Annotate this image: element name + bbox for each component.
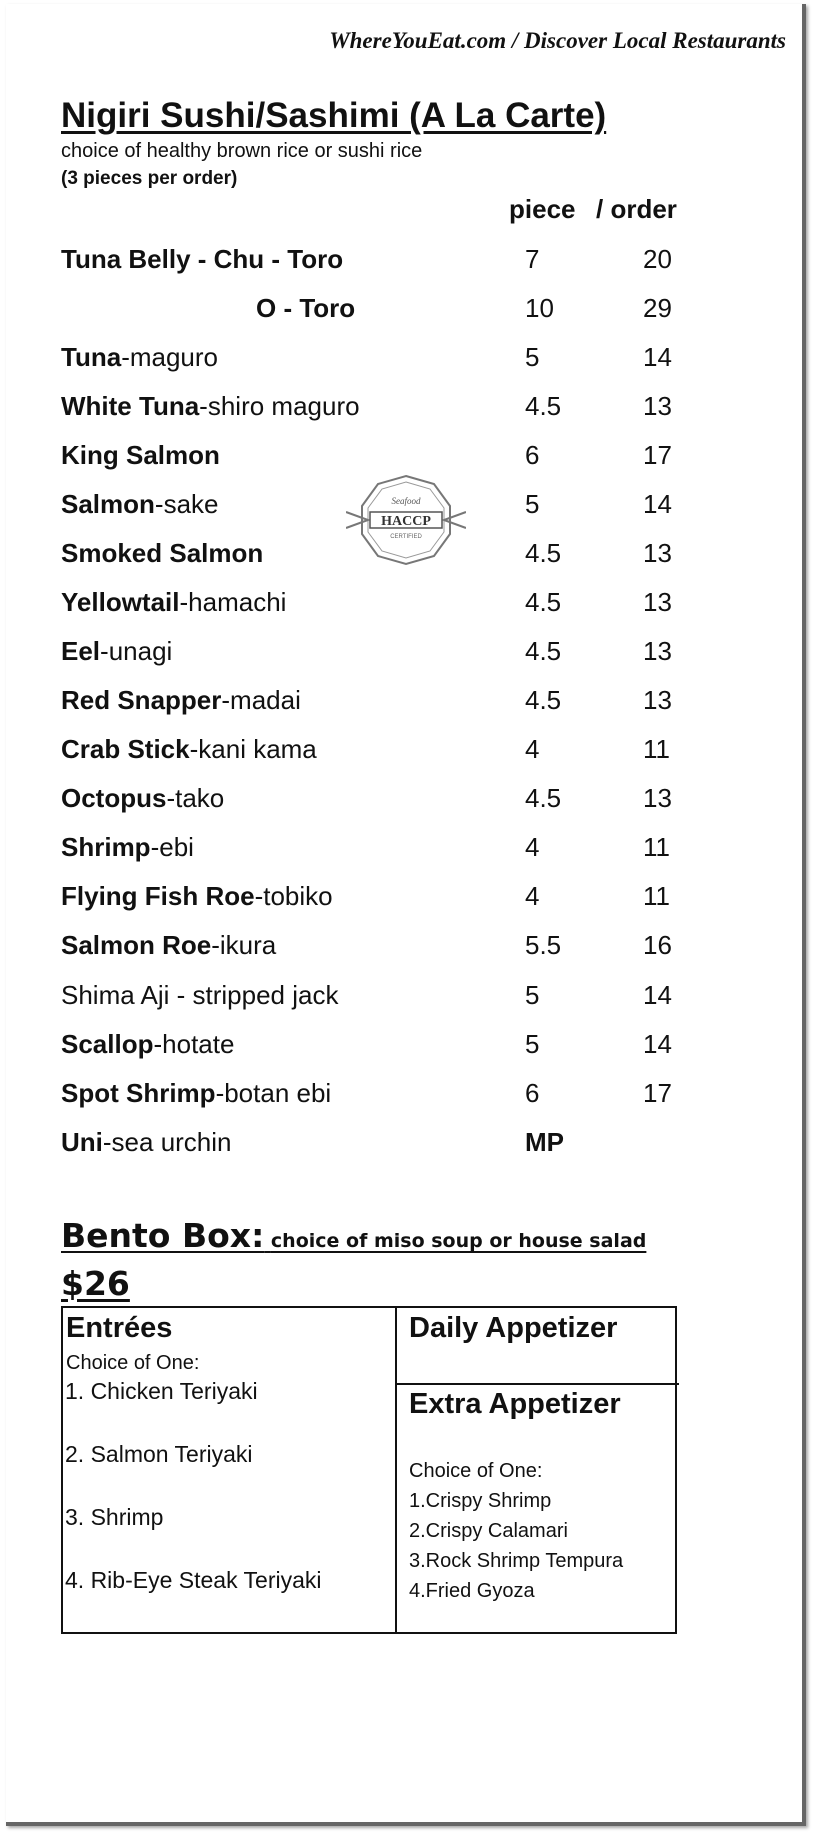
- menu-item-row: [6, 587, 806, 627]
- appetizer-item: 4.Fried Gyoza: [409, 1580, 535, 1602]
- item-name: Red Snapper-madai: [61, 685, 301, 715]
- item-piece-price: 5.5: [525, 930, 562, 960]
- menu-item-row: [6, 832, 806, 872]
- item-name: Salmon-sake: [61, 489, 219, 519]
- item-piece-price: 5: [525, 1029, 540, 1059]
- column-header-piece: piece: [509, 194, 576, 224]
- bento-price: $26: [61, 1264, 130, 1303]
- menu-item-row: [6, 391, 806, 431]
- item-piece-price: 4.5: [525, 783, 562, 813]
- item-name: Tuna Belly - Chu - Toro: [61, 244, 344, 274]
- item-order-price: 14: [643, 1029, 672, 1059]
- item-piece-price: 4: [525, 734, 540, 764]
- haccp-seal-top-text: Seafood: [391, 496, 421, 506]
- item-name: Tuna-maguro: [61, 342, 219, 372]
- item-piece-price: 4.5: [525, 587, 562, 617]
- menu-item-row: [6, 1078, 806, 1118]
- item-name: Scallop-hotate: [61, 1029, 235, 1059]
- menu-item-row: [6, 881, 806, 921]
- item-piece-price: 4: [525, 881, 540, 911]
- menu-item-row: [6, 1029, 806, 1069]
- item-piece-price: 4: [525, 832, 540, 862]
- item-name: Yellowtail-hamachi: [61, 587, 287, 617]
- item-name: Shrimp-ebi: [61, 832, 194, 862]
- menu-item-row: [6, 1127, 806, 1167]
- item-piece-price: 5: [525, 489, 540, 519]
- item-name: Uni-sea urchin: [61, 1127, 232, 1157]
- item-order-price: 13: [643, 587, 672, 617]
- daily-appetizer-title: Daily Appetizer: [409, 1312, 618, 1344]
- item-piece-price: 6: [525, 440, 540, 470]
- bento-options-box: [61, 1306, 677, 1634]
- item-name: Salmon Roe-ikura: [61, 930, 277, 960]
- haccp-certified-seal-icon: [346, 472, 466, 568]
- item-order-price: 16: [643, 930, 672, 960]
- item-order-price: 14: [643, 489, 672, 519]
- item-name: Flying Fish Roe-tobiko: [61, 881, 333, 911]
- item-name: Smoked Salmon: [61, 538, 264, 568]
- bento-subtitle: choice of miso soup or house salad: [270, 1230, 647, 1252]
- extra-appetizer-title: Extra Appetizer: [409, 1388, 621, 1420]
- item-name: O - Toro: [256, 293, 356, 323]
- menu-item-row: [6, 636, 806, 676]
- item-name: Shima Aji - stripped jack: [61, 980, 339, 1010]
- haccp-seal-text: HACCP: [381, 514, 431, 529]
- menu-item-row: [6, 244, 806, 284]
- nigiri-subtitle: choice of healthy brown rice or sushi rice: [61, 140, 423, 162]
- item-name: Eel-unagi: [61, 636, 173, 666]
- item-piece-price: 7: [525, 244, 540, 274]
- item-order-price: 11: [643, 881, 670, 911]
- nigiri-pieces-note: (3 pieces per order): [61, 168, 238, 189]
- menu-item-row: [6, 342, 806, 382]
- appetizer-choice-note: Choice of One:: [409, 1460, 543, 1482]
- column-header-order: / order: [596, 194, 677, 224]
- haccp-seal-bottom-text: CERTIFIED: [390, 534, 422, 540]
- bento-section-title: Bento Box: choice of miso soup or house salad: [61, 1216, 647, 1255]
- item-order-price: 13: [643, 783, 672, 813]
- item-piece-price: 5: [525, 342, 540, 372]
- menu-item-row: [6, 930, 806, 970]
- box-divider-vertical: [395, 1308, 397, 1632]
- entrees-title: Entrées: [66, 1312, 173, 1344]
- item-order-price: 14: [643, 980, 672, 1010]
- menu-item-row: [6, 783, 806, 823]
- item-name: Spot Shrimp-botan ebi: [61, 1078, 332, 1108]
- item-order-price: 13: [643, 636, 672, 666]
- item-piece-price: 4.5: [525, 636, 562, 666]
- entrees-choice-note: Choice of One:: [66, 1352, 200, 1374]
- menu-page: [6, 4, 806, 1826]
- item-piece-price: MP: [525, 1127, 564, 1157]
- entree-item: 4. Rib-Eye Steak Teriyaki: [65, 1567, 322, 1593]
- item-piece-price: 5: [525, 980, 540, 1010]
- entree-item: 1. Chicken Teriyaki: [65, 1378, 258, 1404]
- item-order-price: 20: [643, 244, 672, 274]
- nigiri-section-title: Nigiri Sushi/Sashimi (A La Carte): [61, 96, 607, 135]
- appetizer-item: 2.Crispy Calamari: [409, 1520, 568, 1542]
- item-order-price: 17: [643, 1078, 672, 1108]
- item-name: White Tuna-shiro maguro: [61, 391, 360, 421]
- item-order-price: 13: [643, 538, 672, 568]
- site-header: WhereYouEat.com / Discover Local Restaurants: [329, 28, 786, 53]
- item-order-price: 14: [643, 342, 672, 372]
- item-piece-price: 4.5: [525, 538, 562, 568]
- menu-item-row: [6, 293, 806, 333]
- item-order-price: 29: [643, 293, 672, 323]
- item-piece-price: 4.5: [525, 685, 562, 715]
- menu-item-row: [6, 734, 806, 774]
- box-divider-horizontal: [395, 1383, 679, 1385]
- item-order-price: 11: [643, 832, 670, 862]
- item-piece-price: 6: [525, 1078, 540, 1108]
- item-name: Crab Stick-kani kama: [61, 734, 317, 764]
- item-order-price: 11: [643, 734, 670, 764]
- item-piece-price: 4.5: [525, 391, 562, 421]
- item-order-price: 17: [643, 440, 672, 470]
- item-piece-price: 10: [525, 293, 554, 323]
- entree-item: 3. Shrimp: [65, 1504, 164, 1530]
- menu-item-row: [6, 685, 806, 725]
- entree-item: 2. Salmon Teriyaki: [65, 1441, 253, 1467]
- item-order-price: 13: [643, 391, 672, 421]
- item-name: King Salmon: [61, 440, 220, 470]
- menu-item-row: [6, 980, 806, 1020]
- item-order-price: 13: [643, 685, 672, 715]
- appetizer-item: 3.Rock Shrimp Tempura: [409, 1550, 624, 1572]
- item-name: Octopus-tako: [61, 783, 225, 813]
- appetizer-item: 1.Crispy Shrimp: [409, 1490, 552, 1512]
